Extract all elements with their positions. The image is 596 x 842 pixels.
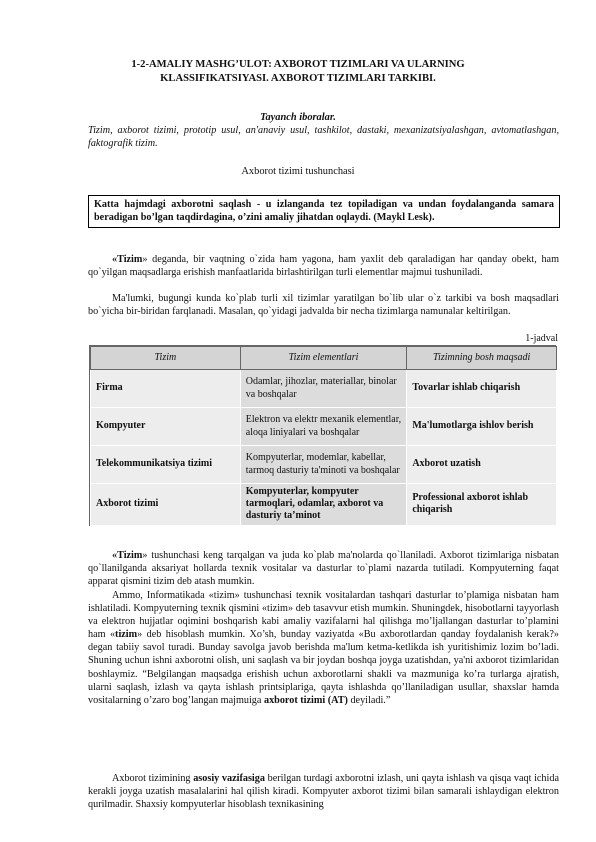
table-cell: Kompyuterlar, kompyuter tarmoqlari, odamlar, axborot va dasturiy ta’minot bbox=[240, 484, 407, 526]
table-cell: Ma'lumotlarga ishlov berish bbox=[407, 408, 557, 446]
term-tizim: tizim bbox=[115, 629, 138, 641]
paragraph-5-text-a: Axborot tizimining bbox=[112, 773, 194, 784]
paragraph-4-text-a: Ammo, Informatikada «tizim» tushunchasi texnik vositalardan tashqari dasturlar to’plamiga nisbatan ham ishlatiladi. Kompyuterning texnik qismini «tizim» deb tasavvur etish mumkin. Shuningdek, hisobotlarni tayyorlash va elektron hujjatlar oqimini boshqarish kabi amaliy vazifalarni hal qilishga mo’ljallangan dasturlar to’plamini ham « bbox=[88, 590, 559, 641]
term-asosiy-vazifa: asosiy vazifasiga bbox=[193, 773, 265, 784]
paragraph-3 bbox=[88, 549, 559, 588]
title-line-1: 1-2-AMALIY MASHG’ULOT: AXBOROT TIZIMLARI VA ULARNING bbox=[131, 59, 465, 70]
table-row bbox=[91, 408, 557, 446]
table-cell: Firma bbox=[91, 370, 241, 408]
table-header-row bbox=[91, 347, 557, 370]
table-row bbox=[91, 484, 557, 526]
table-cell: Axborot uzatish bbox=[407, 446, 557, 484]
term-tizim: «Tizim bbox=[112, 550, 143, 561]
table-number: 1-jadval bbox=[525, 333, 558, 344]
paragraph-1-text: » deganda, bir vaqtning o`zida ham yagona, ham yaxlit deb qaraladigan har qanday obekt, ham qo`yilgan maqsadlarga erishish manfaatlarida birlashtirilgan turli elementlar majmui tushuniladi. bbox=[88, 254, 559, 279]
paragraph-2: Ma'lumki, bugungi kunda ko`plab turli xil tizimlar yaratilgan bo`lib ular o`z tarkibi va bosh maqsadlari bo`yicha bir-biridan farqlanadi. Masalan, qo`yidagi jadvalda bir necha tizimlarga namunalar keltirilgan. bbox=[88, 293, 559, 318]
table-header-cell: Tizimning bosh maqsadi bbox=[407, 347, 557, 370]
paragraph-5 bbox=[88, 772, 559, 811]
table-header-cell: Tizim elementlari bbox=[240, 347, 407, 370]
term-tizim: «Tizim bbox=[112, 254, 143, 265]
paragraph-4 bbox=[88, 589, 559, 707]
paragraph-3-text: » tushunchasi keng tarqalgan va juda ko`plab ma'nolarda qo`llaniladi. Axborot tizimlariga nisbatan qo`llanilganda aksariyat hollarda texnik vositalar va dasturlar to`plami nazarda tutiladi. Kompyuterning faqat apparat qismini tizim deb atash mumkin. bbox=[88, 550, 559, 588]
table-row bbox=[91, 446, 557, 484]
paragraph-1 bbox=[88, 253, 559, 279]
table-row bbox=[91, 370, 557, 408]
table-cell: Professional axborot ishlab chiqarish bbox=[407, 484, 557, 526]
table-cell: Kompyuterlar, modemlar, kabellar, tarmoq dasturiy ta'minoti va boshqalar bbox=[240, 446, 407, 484]
keywords-heading: Tayanch iboralar. bbox=[260, 112, 336, 123]
table-cell: Tovarlar ishlab chiqarish bbox=[407, 370, 557, 408]
quote-box: Katta hajmdagi axborotni saqlash - u izlanganda tez topiladigan va undan foydalanganda samara beradigan bo’lgan taqdirdagina, o’zini amaliy jihatdan oqlaydi. (Maykl Lesk). bbox=[88, 195, 560, 228]
table-cell: Elektron va elektr mexanik elementlar, aloqa liniyalari va boshqalar bbox=[240, 408, 407, 446]
paragraph-4-text-b: » deb hisoblash mumkin. Xo’sh, bunday vaziyatda «Bu axborotlardan qanday foydalanish kerak?» degan tabiiy savol turadi. Bunday savolga javob berishda ma'lum ketma-ketlikda ish yuritishimiz lozim bo’ladi. Shuning uchun ishni axborotni olish, uni saqlash va bir joydan boshqa joyga uzatishdan, ya'ni axborot tizimlaridan boshlaymiz. “Belgilangan maqsadga erishish uchun axborotlarni shakli va mazmuniga ko’ra turlarga ajratish, ularni saqlash, izlash va qayta ishlash printsiplariga, qayta ishlashda qo’llaniladigan usullar, shaxslar hamda vositalarning o’zaro bog’langan majmuiga bbox=[88, 629, 559, 706]
systems-table bbox=[90, 346, 557, 526]
table-cell: Telekommunikatsiya tizimi bbox=[91, 446, 241, 484]
table-header-cell: Tizim bbox=[91, 347, 241, 370]
title-line-2: KLASSIFIKATSIYASI. AXBOROT TIZIMLARI TARKIBI. bbox=[160, 72, 436, 84]
table-cell: Odamlar, jihozlar, materiallar, binolar va boshqalar bbox=[240, 370, 407, 408]
keywords-text: Tizim, axborot tizimi, prototip usul, an'anaviy usul, tashkilot, dastaki, mexanizatsiyalashgan, avtomatlashgan, faktografik tizim. bbox=[88, 125, 559, 150]
term-axborot-tizimi: axborot tizimi (AT) bbox=[263, 694, 348, 706]
page-title bbox=[90, 58, 506, 85]
paragraph-4-text-c: deyiladi.” bbox=[347, 694, 391, 706]
table-cell: Axborot tizimi bbox=[91, 484, 241, 526]
table-cell: Kompyuter bbox=[91, 408, 241, 446]
paragraph-5-text-b: berilgan turdagi axborotni izlash, uni qayta ishlash va qisqa vaqt ichida kerakli joyga uzatish masalalarini hal qilish kiradi. Kompyuter axborot tizimi bilan samarali ishlaydigan elektron qurilmadir. Shaxsiy kompyuterlar hisoblash texnikasining bbox=[88, 773, 559, 811]
section-heading: Axborot tizimi tushunchasi bbox=[241, 166, 355, 177]
